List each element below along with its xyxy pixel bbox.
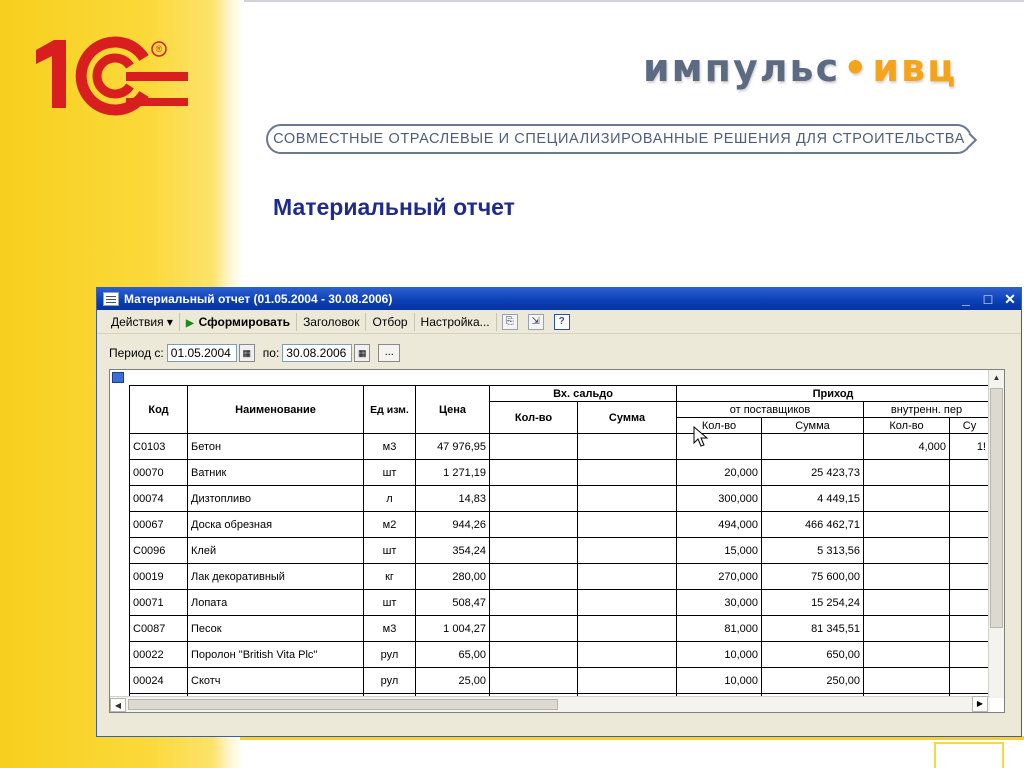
cell-name[interactable]: Дизтопливо <box>188 486 364 512</box>
cell-opening-qty[interactable] <box>490 590 578 616</box>
cell-int-qty[interactable] <box>864 590 950 616</box>
cell-int-qty[interactable] <box>864 512 950 538</box>
scroll-right-icon[interactable]: ▶ <box>972 696 988 712</box>
col-sup-sum: Сумма <box>762 418 864 434</box>
generate-label: Сформировать <box>198 314 291 329</box>
cell-opening-qty[interactable] <box>490 486 578 512</box>
cell-sup-qty[interactable]: 300,000 <box>677 486 762 512</box>
cell-price[interactable]: 14,83 <box>416 486 490 512</box>
col-opening-balance: Вх. сальдо <box>490 386 677 402</box>
cell-name[interactable]: Песок <box>188 616 364 642</box>
close-button[interactable]: ✕ <box>1004 290 1016 307</box>
period-from-input[interactable]: 01.05.2004 <box>167 344 237 362</box>
cell-price[interactable]: 1 271,19 <box>416 460 490 486</box>
cell-sup-qty[interactable]: 270,000 <box>677 564 762 590</box>
table-row[interactable] <box>130 590 990 616</box>
mouse-cursor-icon <box>692 426 712 448</box>
cell-sup-qty[interactable]: 20,000 <box>677 460 762 486</box>
cell-opening-sum[interactable] <box>578 668 677 694</box>
cell-sup-sum[interactable]: 15 254,24 <box>762 590 864 616</box>
cell-unit[interactable]: рул <box>364 668 416 694</box>
table-row[interactable] <box>130 564 990 590</box>
report-icon <box>103 292 119 306</box>
cell-code[interactable]: 00071 <box>130 590 188 616</box>
cell-opening-qty[interactable] <box>490 538 578 564</box>
cell-name[interactable]: Клей <box>188 538 364 564</box>
generate-button[interactable] <box>180 313 297 331</box>
cell-unit[interactable]: шт <box>364 590 416 616</box>
cell-opening-sum[interactable] <box>578 616 677 642</box>
cell-sup-qty[interactable]: 81,000 <box>677 616 762 642</box>
cell-opening-qty[interactable] <box>490 642 578 668</box>
col-price: Цена <box>416 386 490 434</box>
table-row[interactable] <box>130 616 990 642</box>
cell-sup-sum[interactable]: 25 423,73 <box>762 460 864 486</box>
cell-price[interactable]: 280,00 <box>416 564 490 590</box>
table-row[interactable] <box>130 538 990 564</box>
cell-int-qty[interactable] <box>864 564 950 590</box>
cell-name[interactable]: Поролон "British Vita Plc" <box>188 642 364 668</box>
cell-code[interactable]: С0103 <box>130 434 188 460</box>
cell-int-sum[interactable] <box>950 642 990 668</box>
report-window <box>96 287 1022 737</box>
cell-sup-sum[interactable]: 81 345,51 <box>762 616 864 642</box>
settings-button[interactable]: Настройка... <box>415 313 497 331</box>
cell-code[interactable]: 00019 <box>130 564 188 590</box>
cell-price[interactable]: 65,00 <box>416 642 490 668</box>
cell-unit[interactable]: кг <box>364 564 416 590</box>
brand-tagline: СОВМЕСТНЫЕ ОТРАСЛЕВЫЕ И СПЕЦИАЛИЗИРОВАННЫЕ РЕШЕНИЯ ДЛЯ СТРОИТЕЛЬСТВА <box>266 124 972 154</box>
cell-opening-sum[interactable] <box>578 434 677 460</box>
cell-opening-qty[interactable] <box>490 512 578 538</box>
corner-decoration <box>934 742 1004 768</box>
report-grid[interactable] <box>109 369 1005 713</box>
cell-code[interactable]: 00024 <box>130 668 188 694</box>
col-name: Наименование <box>188 386 364 434</box>
table-row[interactable] <box>130 642 990 668</box>
table-row[interactable] <box>130 460 990 486</box>
calendar-from-icon[interactable]: ▦ <box>239 344 255 362</box>
cell-unit[interactable]: м3 <box>364 616 416 642</box>
cell-int-sum[interactable] <box>950 616 990 642</box>
cell-opening-qty[interactable] <box>490 434 578 460</box>
cell-opening-qty[interactable] <box>490 460 578 486</box>
cell-sup-sum[interactable]: 250,00 <box>762 668 864 694</box>
cell-name[interactable]: Лопата <box>188 590 364 616</box>
cell-code[interactable]: 00070 <box>130 460 188 486</box>
cell-int-sum[interactable] <box>950 538 990 564</box>
window-title: Материальный отчет (01.05.2004 - 30.08.2006) <box>124 292 393 306</box>
col-sup-qty: Кол-во <box>677 418 762 434</box>
period-selector <box>97 338 1021 368</box>
cell-code[interactable]: 00067 <box>130 512 188 538</box>
grid-corner[interactable] <box>112 372 124 383</box>
cell-int-qty[interactable]: 4,000 <box>864 434 950 460</box>
cell-sup-sum[interactable]: 4 449,15 <box>762 486 864 512</box>
brand-separator: • <box>843 46 870 90</box>
cell-name[interactable]: Доска обрезная <box>188 512 364 538</box>
registered-mark: ® <box>155 44 163 54</box>
cell-int-sum[interactable] <box>950 668 990 694</box>
cell-unit[interactable]: м2 <box>364 512 416 538</box>
cell-opening-sum[interactable] <box>578 486 677 512</box>
page-title: Материальный отчет <box>273 194 515 220</box>
cell-price[interactable]: 25,00 <box>416 668 490 694</box>
period-to-input[interactable]: 30.08.2006 <box>282 344 352 362</box>
period-more-button[interactable]: ... <box>378 344 400 362</box>
cell-price[interactable]: 1 004,27 <box>416 616 490 642</box>
col-from-suppliers: от поставщиков <box>677 402 864 418</box>
col-unit: Ед изм. <box>364 386 416 434</box>
cell-sup-qty[interactable] <box>677 434 762 460</box>
logo-1c-icon <box>26 36 194 116</box>
brand-logo <box>643 46 957 90</box>
period-to-label: по: <box>262 346 280 360</box>
cell-opening-qty[interactable] <box>490 564 578 590</box>
calendar-to-icon[interactable]: ▦ <box>354 344 370 362</box>
cell-int-sum[interactable]: 1! <box>950 434 990 460</box>
table-row[interactable] <box>130 512 990 538</box>
actions-menu[interactable]: Действия ▾ <box>105 313 180 331</box>
cell-code[interactable]: С0096 <box>130 538 188 564</box>
help-icon[interactable]: ? <box>554 314 570 330</box>
cell-price[interactable]: 508,47 <box>416 590 490 616</box>
cell-sup-sum[interactable] <box>762 434 864 460</box>
scroll-up-icon[interactable]: ▲ <box>992 373 1001 382</box>
window-titlebar[interactable] <box>97 288 1021 310</box>
cell-opening-sum[interactable] <box>578 538 677 564</box>
cell-int-qty[interactable] <box>864 460 950 486</box>
filter-button[interactable]: Отбор <box>366 313 414 331</box>
report-table <box>129 385 990 713</box>
cell-int-sum[interactable] <box>950 512 990 538</box>
cell-price[interactable]: 944,26 <box>416 512 490 538</box>
col-opening-qty: Кол-во <box>490 402 578 434</box>
cell-sup-qty[interactable]: 30,000 <box>677 590 762 616</box>
col-int-sum: Су <box>950 418 990 434</box>
cell-sup-qty[interactable]: 494,000 <box>677 512 762 538</box>
restore-settings-icon[interactable]: ⇲ <box>528 314 544 330</box>
col-income: Приход <box>677 386 990 402</box>
cell-int-sum[interactable] <box>950 486 990 512</box>
cell-name[interactable]: Скотч <box>188 668 364 694</box>
cell-sup-sum[interactable]: 5 313,56 <box>762 538 864 564</box>
cell-unit[interactable]: м3 <box>364 434 416 460</box>
cell-int-sum[interactable] <box>950 590 990 616</box>
cell-code[interactable]: С0087 <box>130 616 188 642</box>
col-opening-sum: Сумма <box>578 402 677 434</box>
brand-name-main: импульс <box>643 46 841 90</box>
cell-name[interactable]: Бетон <box>188 434 364 460</box>
cell-unit[interactable]: рул <box>364 642 416 668</box>
cell-unit[interactable]: шт <box>364 460 416 486</box>
period-from-label: Период с: <box>109 346 164 360</box>
table-row[interactable] <box>130 434 990 460</box>
cell-int-qty[interactable] <box>864 486 950 512</box>
header-button[interactable]: Заголовок <box>297 313 366 331</box>
table-row[interactable] <box>130 668 990 694</box>
cell-opening-sum[interactable] <box>578 460 677 486</box>
table-row[interactable] <box>130 486 990 512</box>
cell-unit[interactable]: л <box>364 486 416 512</box>
copy-settings-icon[interactable]: ⎘ <box>502 314 518 330</box>
cell-opening-qty[interactable] <box>490 668 578 694</box>
cell-opening-sum[interactable] <box>578 642 677 668</box>
cell-sup-qty[interactable]: 10,000 <box>677 642 762 668</box>
cell-name[interactable]: Лак декоративный <box>188 564 364 590</box>
horizontal-scrollbar[interactable] <box>110 696 990 712</box>
cell-opening-qty[interactable] <box>490 616 578 642</box>
col-internal: внутренн. пер <box>864 402 990 418</box>
cell-sup-sum[interactable]: 466 462,71 <box>762 512 864 538</box>
horizontal-scroll-thumb[interactable] <box>128 699 558 710</box>
minimize-button[interactable]: _ <box>962 291 970 307</box>
toolbar <box>97 310 1021 334</box>
cell-int-qty[interactable] <box>864 668 950 694</box>
cell-unit[interactable]: шт <box>364 538 416 564</box>
cell-int-qty[interactable] <box>864 642 950 668</box>
cell-name[interactable]: Ватник <box>188 460 364 486</box>
cell-price[interactable]: 354,24 <box>416 538 490 564</box>
cell-int-qty[interactable] <box>864 616 950 642</box>
cell-opening-sum[interactable] <box>578 512 677 538</box>
cell-opening-sum[interactable] <box>578 590 677 616</box>
cell-int-sum[interactable] <box>950 564 990 590</box>
cell-code[interactable]: 00022 <box>130 642 188 668</box>
vertical-scrollbar[interactable] <box>988 370 1004 698</box>
brand-name-accent: ивц <box>872 46 958 90</box>
play-icon: ▶ <box>185 317 194 329</box>
cell-int-sum[interactable] <box>950 460 990 486</box>
cell-opening-sum[interactable] <box>578 564 677 590</box>
cell-sup-sum[interactable]: 75 600,00 <box>762 564 864 590</box>
cell-sup-sum[interactable]: 650,00 <box>762 642 864 668</box>
cell-int-qty[interactable] <box>864 538 950 564</box>
cell-sup-qty[interactable]: 10,000 <box>677 668 762 694</box>
maximize-button[interactable]: □ <box>983 291 993 307</box>
cell-price[interactable]: 47 976,95 <box>416 434 490 460</box>
cell-sup-qty[interactable]: 15,000 <box>677 538 762 564</box>
col-int-qty: Кол-во <box>864 418 950 434</box>
scroll-left-icon[interactable]: ◀ <box>110 698 126 712</box>
col-code: Код <box>130 386 188 434</box>
vertical-scroll-thumb[interactable] <box>990 388 1003 628</box>
cell-code[interactable]: 00074 <box>130 486 188 512</box>
